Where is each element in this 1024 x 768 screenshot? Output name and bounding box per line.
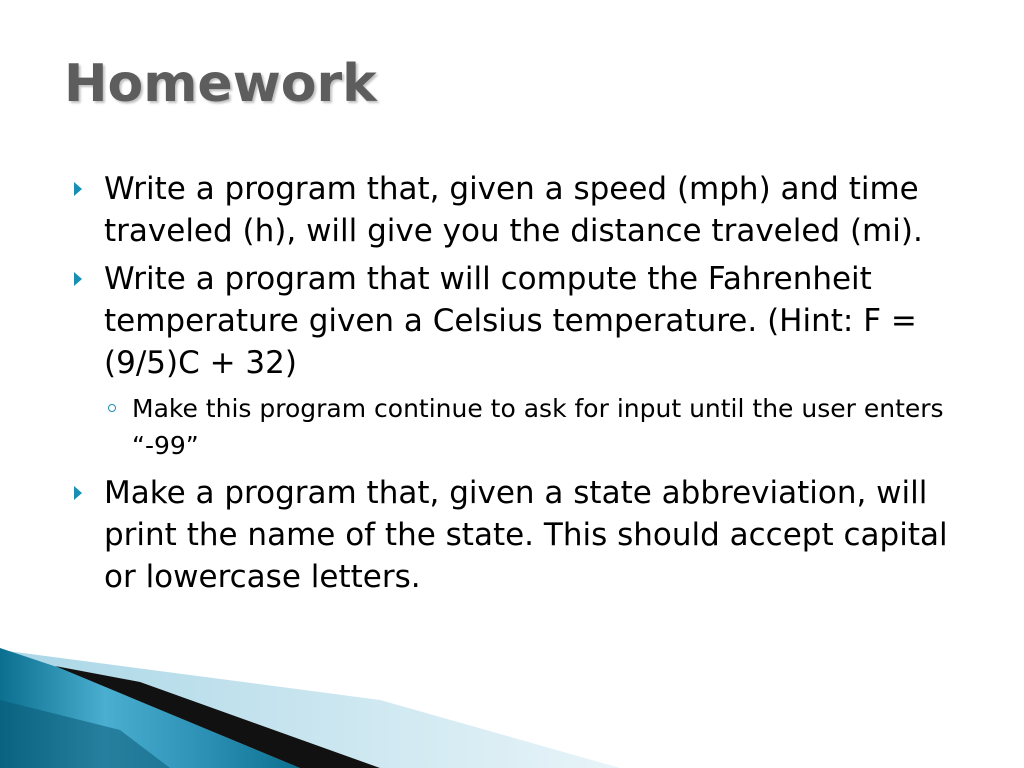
wave-blue-band [0, 648, 300, 768]
wave-dark-stripe [55, 666, 380, 768]
wave-shadow [0, 700, 170, 768]
bullet-item-state-abbreviation [74, 472, 964, 598]
triangle-bullet-icon [74, 182, 82, 196]
bullet-list [74, 168, 964, 604]
bullet-text: Write a program that will compute the Fahrenheit temperature given a Celsius temperature. (Hint: F = (9/5)C + 32) [104, 261, 917, 381]
triangle-bullet-icon [74, 272, 82, 286]
bullet-text: Make a program that, given a state abbreviation, will print the name of the state. This should accept capital or lowercase letters. [104, 475, 948, 595]
circle-bullet-icon [108, 404, 116, 412]
sub-bullet-item-input-loop [74, 390, 964, 464]
sub-bullet-text: Make this program continue to ask for input until the user enters “-99” [132, 394, 944, 460]
bullet-text: Write a program that, given a speed (mph) and time traveled (h), will give you the distance traveled (mi). [104, 171, 923, 249]
wave-light-band [0, 650, 620, 768]
bullet-item-speed-distance [74, 168, 964, 252]
triangle-bullet-icon [74, 486, 82, 500]
bullet-item-fahrenheit [74, 258, 964, 384]
slide-title: Homework [64, 54, 377, 114]
